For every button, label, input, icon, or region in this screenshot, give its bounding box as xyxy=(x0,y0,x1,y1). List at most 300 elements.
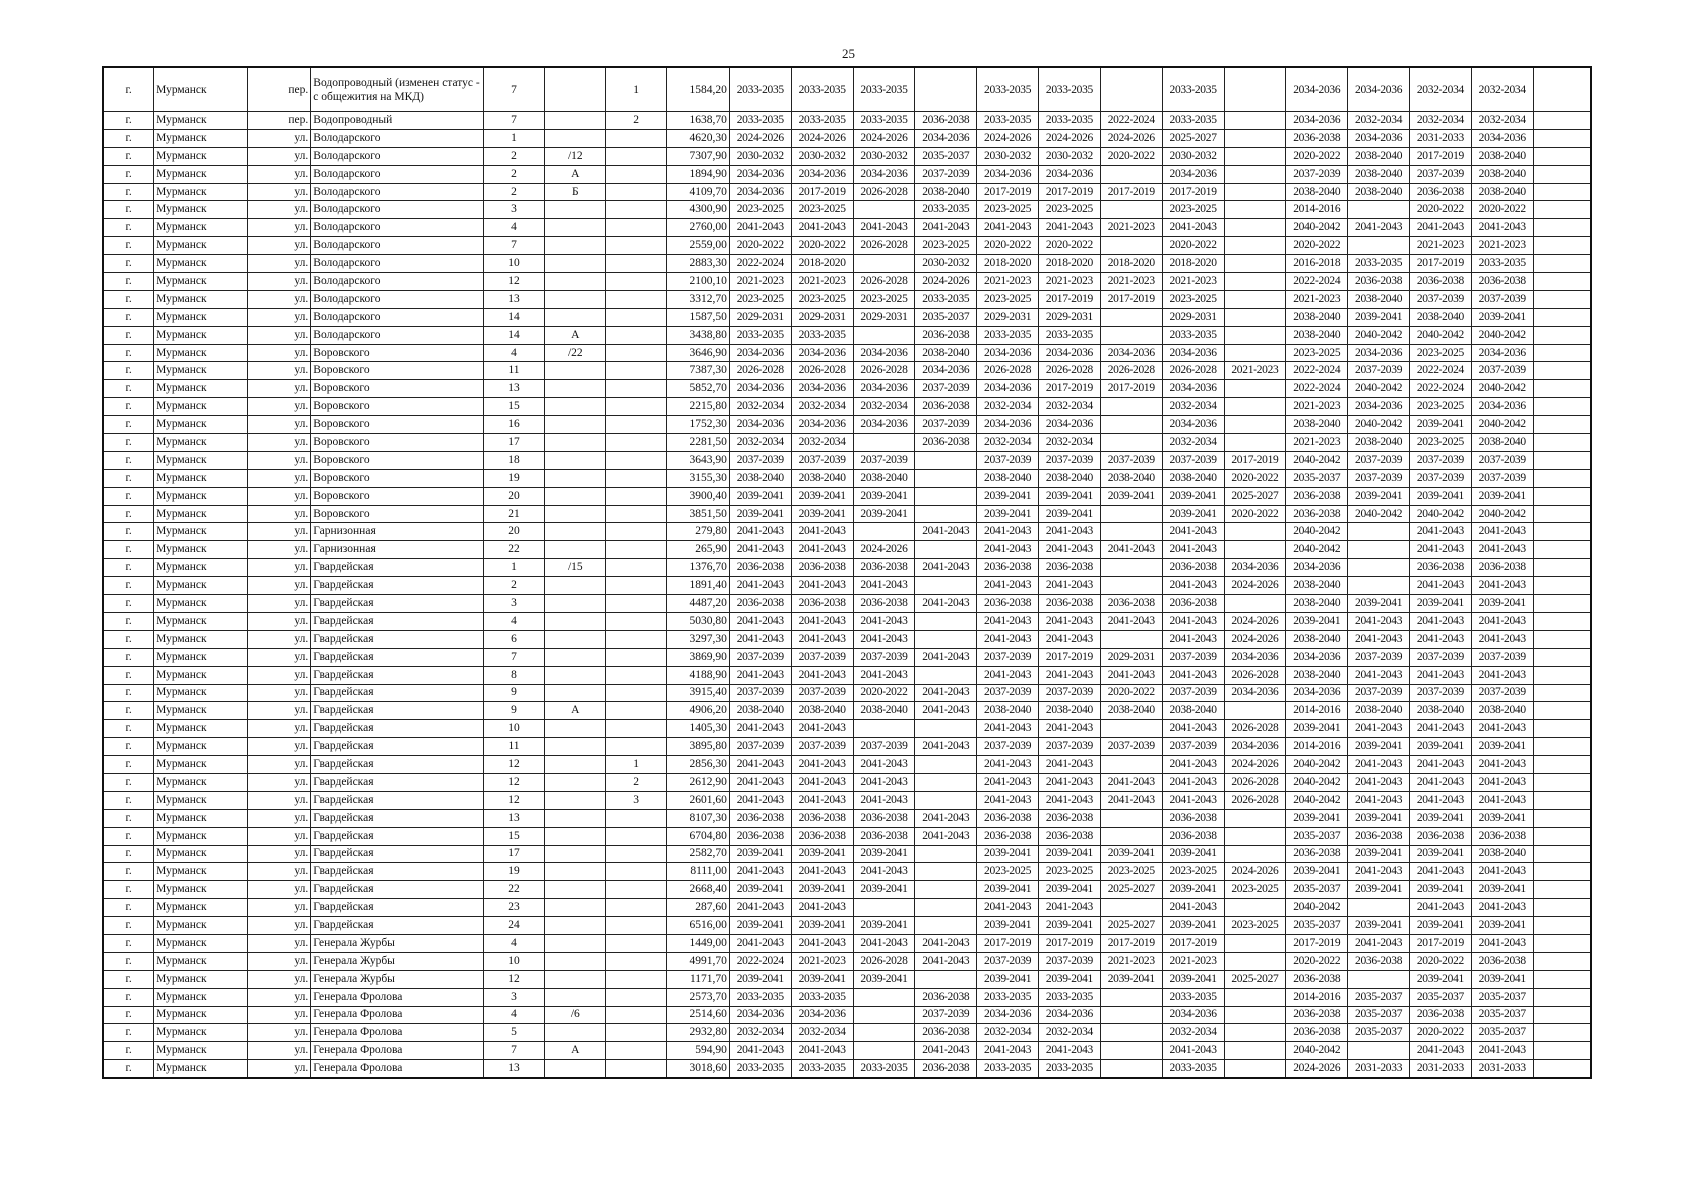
table-cell: 2037-2039 xyxy=(729,738,791,756)
table-cell xyxy=(1224,112,1286,130)
table-cell: 2020-2022 xyxy=(1039,237,1101,255)
table-cell xyxy=(1533,469,1591,487)
table-cell xyxy=(1100,559,1162,577)
table-cell: 2036-2038 xyxy=(977,827,1039,845)
table-cell: 3018,60 xyxy=(667,1060,730,1078)
table-cell: 2041-2043 xyxy=(853,773,915,791)
table-row xyxy=(103,290,1591,308)
table-cell: 3 xyxy=(483,595,545,613)
table-cell xyxy=(1533,201,1591,219)
table-cell: 2017-2019 xyxy=(977,934,1039,952)
table-cell xyxy=(1533,791,1591,809)
table-cell: г. xyxy=(103,487,154,505)
table-cell: 2026-2028 xyxy=(1224,666,1286,684)
table-cell: 2041-2043 xyxy=(791,523,853,541)
table-cell: 2041-2043 xyxy=(791,756,853,774)
table-cell: 2041-2043 xyxy=(1039,666,1101,684)
table-cell: ул. xyxy=(248,434,311,452)
table-cell: 2041-2043 xyxy=(1471,863,1533,881)
table-cell: 2036-2038 xyxy=(1162,827,1224,845)
table-cell xyxy=(1533,809,1591,827)
table-cell: 2018-2020 xyxy=(1039,255,1101,273)
table-cell: 2036-2038 xyxy=(1039,809,1101,827)
table-cell xyxy=(1533,595,1591,613)
table-cell: 4188,90 xyxy=(667,666,730,684)
table-cell xyxy=(915,505,977,523)
table-cell: 2034-2036 xyxy=(729,416,791,434)
table-cell xyxy=(1533,344,1591,362)
table-cell xyxy=(545,648,606,666)
table-cell: ул. xyxy=(248,630,311,648)
table-cell: 2037-2039 xyxy=(853,648,915,666)
table-cell xyxy=(1224,326,1286,344)
table-cell: 2036-2038 xyxy=(915,112,977,130)
table-cell: г. xyxy=(103,595,154,613)
table-cell xyxy=(1224,344,1286,362)
table-cell: 2024-2026 xyxy=(1039,129,1101,147)
table-cell xyxy=(1100,1006,1162,1024)
table-cell: ул. xyxy=(248,1042,311,1060)
table-cell xyxy=(545,720,606,738)
table-cell: 2033-2035 xyxy=(977,67,1039,112)
table-cell: 7 xyxy=(483,112,545,130)
table-row xyxy=(103,630,1591,648)
table-cell: 2040-2042 xyxy=(1471,326,1533,344)
table-cell: 2041-2043 xyxy=(1410,612,1472,630)
table-cell: 9 xyxy=(483,702,545,720)
table-cell: 2030-2032 xyxy=(1039,147,1101,165)
table-cell: 2041-2043 xyxy=(977,219,1039,237)
table-cell: 2041-2043 xyxy=(1410,541,1472,559)
table-cell: 2040-2042 xyxy=(1286,791,1348,809)
table-cell: 2038-2040 xyxy=(977,469,1039,487)
table-cell: 2037-2039 xyxy=(729,451,791,469)
table-cell: г. xyxy=(103,416,154,434)
table-cell: 3 xyxy=(483,988,545,1006)
table-cell: 2018-2020 xyxy=(977,255,1039,273)
table-cell: пер. xyxy=(248,112,311,130)
table-cell: 2039-2041 xyxy=(1410,809,1472,827)
table-cell xyxy=(545,970,606,988)
table-cell: Мурманск xyxy=(154,595,248,613)
table-cell xyxy=(545,827,606,845)
table-cell: 2035-2037 xyxy=(915,308,977,326)
table-cell: 2041-2043 xyxy=(1471,1042,1533,1060)
table-cell: 2032-2034 xyxy=(1162,1024,1224,1042)
table-cell: г. xyxy=(103,290,154,308)
table-cell: 2039-2041 xyxy=(1162,845,1224,863)
table-cell: 2034-2036 xyxy=(1286,112,1348,130)
table-cell: 2021-2023 xyxy=(1410,237,1472,255)
table-cell: 2021-2023 xyxy=(1162,273,1224,291)
table-cell: г. xyxy=(103,1042,154,1060)
table-cell: 2029-2031 xyxy=(853,308,915,326)
table-cell: 3643,90 xyxy=(667,451,730,469)
table-cell: 19 xyxy=(483,469,545,487)
table-cell: 7 xyxy=(483,67,545,112)
table-cell: 2039-2041 xyxy=(791,970,853,988)
table-cell: Мурманск xyxy=(154,129,248,147)
table-cell: 2021-2023 xyxy=(1039,273,1101,291)
table-cell: г. xyxy=(103,791,154,809)
table-cell: Гвардейская xyxy=(311,666,483,684)
table-cell: 2041-2043 xyxy=(729,612,791,630)
table-cell: 2026-2028 xyxy=(791,362,853,380)
table-cell: 2039-2041 xyxy=(1286,612,1348,630)
table-row xyxy=(103,738,1591,756)
table-cell xyxy=(606,1006,667,1024)
table-cell: 2034-2036 xyxy=(977,165,1039,183)
table-cell: 2040-2042 xyxy=(1286,523,1348,541)
table-cell: 2041-2043 xyxy=(977,756,1039,774)
table-cell xyxy=(915,899,977,917)
table-cell: 2022-2024 xyxy=(1286,273,1348,291)
table-cell: г. xyxy=(103,505,154,523)
table-cell: 2040-2042 xyxy=(1348,505,1410,523)
table-cell: 2039-2041 xyxy=(1348,845,1410,863)
table-cell: 17 xyxy=(483,434,545,452)
table-cell: 2041-2043 xyxy=(1410,523,1472,541)
table-cell: 7 xyxy=(483,648,545,666)
table-cell: 2037-2039 xyxy=(1410,290,1472,308)
table-cell: 2023-2025 xyxy=(915,237,977,255)
table-cell: 12 xyxy=(483,756,545,774)
table-cell: 2026-2028 xyxy=(977,362,1039,380)
table-cell xyxy=(1348,899,1410,917)
table-cell: 2041-2043 xyxy=(1162,523,1224,541)
table-cell: г. xyxy=(103,827,154,845)
table-cell: 279,80 xyxy=(667,523,730,541)
table-cell: 2041-2043 xyxy=(729,630,791,648)
table-cell: 2022-2024 xyxy=(729,952,791,970)
table-cell xyxy=(545,398,606,416)
table-cell: 2036-2038 xyxy=(1286,1006,1348,1024)
table-cell: Володарского xyxy=(311,183,483,201)
table-cell: 2760,00 xyxy=(667,219,730,237)
table-row xyxy=(103,934,1591,952)
table-cell: 2026-2028 xyxy=(1224,720,1286,738)
table-cell: 20 xyxy=(483,523,545,541)
table-cell: 2036-2038 xyxy=(915,326,977,344)
table-cell: 21 xyxy=(483,505,545,523)
table-cell: 2021-2023 xyxy=(1100,952,1162,970)
table-cell: 6 xyxy=(483,630,545,648)
page-number: 25 xyxy=(842,46,855,61)
table-cell: Мурманск xyxy=(154,273,248,291)
table-cell: 2038-2040 xyxy=(1039,702,1101,720)
table-cell: Мурманск xyxy=(154,237,248,255)
table-cell: 2026-2028 xyxy=(853,237,915,255)
table-cell: 2034-2036 xyxy=(1224,684,1286,702)
table-cell: г. xyxy=(103,255,154,273)
table-cell: Мурманск xyxy=(154,183,248,201)
table-cell: 2034-2036 xyxy=(1348,398,1410,416)
table-cell xyxy=(606,1024,667,1042)
table-cell: 2 xyxy=(606,773,667,791)
table-cell: 2036-2038 xyxy=(1410,1006,1472,1024)
table-cell: г. xyxy=(103,201,154,219)
table-cell: Мурманск xyxy=(154,290,248,308)
table-cell: 2033-2035 xyxy=(791,1060,853,1078)
table-cell: Мурманск xyxy=(154,1042,248,1060)
table-cell: 2041-2043 xyxy=(729,523,791,541)
table-cell: 2041-2043 xyxy=(1039,630,1101,648)
table-cell: 2034-2036 xyxy=(1471,398,1533,416)
table-cell xyxy=(1100,67,1162,112)
table-cell: 2036-2038 xyxy=(1162,809,1224,827)
table-cell: Мурманск xyxy=(154,469,248,487)
table-row xyxy=(103,612,1591,630)
table-cell: 2032-2034 xyxy=(1039,398,1101,416)
table-cell xyxy=(853,899,915,917)
table-cell: ул. xyxy=(248,487,311,505)
table-cell: Мурманск xyxy=(154,1060,248,1078)
table-cell: 7387,30 xyxy=(667,362,730,380)
table-cell: 2031-2033 xyxy=(1410,129,1472,147)
table-cell: 3438,80 xyxy=(667,326,730,344)
table-cell xyxy=(545,469,606,487)
table-cell xyxy=(1533,988,1591,1006)
table-cell: 2034-2036 xyxy=(729,165,791,183)
table-cell: 2024-2026 xyxy=(1224,756,1286,774)
table-cell: ул. xyxy=(248,773,311,791)
table-cell: 2033-2035 xyxy=(853,112,915,130)
table-cell: 2016-2018 xyxy=(1286,255,1348,273)
table-cell: 2038-2040 xyxy=(1100,469,1162,487)
table-cell: 2039-2041 xyxy=(1471,487,1533,505)
table-cell: 2037-2039 xyxy=(1348,684,1410,702)
table-cell: 2041-2043 xyxy=(1039,541,1101,559)
table-cell: Володарского xyxy=(311,273,483,291)
table-cell xyxy=(1533,273,1591,291)
table-cell: 5 xyxy=(483,1024,545,1042)
table-cell: ул. xyxy=(248,988,311,1006)
table-cell: 22 xyxy=(483,541,545,559)
table-cell: 2014-2016 xyxy=(1286,738,1348,756)
table-cell xyxy=(545,809,606,827)
table-cell: 2036-2038 xyxy=(791,559,853,577)
table-cell: 2037-2039 xyxy=(1471,451,1533,469)
table-cell xyxy=(545,255,606,273)
table-cell: 2037-2039 xyxy=(1039,684,1101,702)
table-cell: 2041-2043 xyxy=(915,952,977,970)
table-cell: Володарского xyxy=(311,129,483,147)
table-cell: 2041-2043 xyxy=(1039,219,1101,237)
table-cell: 2023-2025 xyxy=(1039,201,1101,219)
table-cell: г. xyxy=(103,1024,154,1042)
table-cell: /6 xyxy=(545,1006,606,1024)
table-cell: 2039-2041 xyxy=(853,845,915,863)
table-cell: 2026-2028 xyxy=(1162,362,1224,380)
table-cell: 2041-2043 xyxy=(977,523,1039,541)
table-cell: 2856,30 xyxy=(667,756,730,774)
table-cell: 2023-2025 xyxy=(1162,201,1224,219)
table-cell: г. xyxy=(103,398,154,416)
table-cell: 2041-2043 xyxy=(853,756,915,774)
table-cell xyxy=(545,791,606,809)
table-cell: 2032-2034 xyxy=(1162,398,1224,416)
table-cell xyxy=(606,165,667,183)
table-cell: 2039-2041 xyxy=(1039,970,1101,988)
table-cell: 2020-2022 xyxy=(1471,201,1533,219)
table-cell xyxy=(606,505,667,523)
table-cell: 2039-2041 xyxy=(1039,881,1101,899)
table-cell: Гвардейская xyxy=(311,809,483,827)
table-cell: 2036-2038 xyxy=(915,398,977,416)
table-cell: ул. xyxy=(248,344,311,362)
table-cell: 2036-2038 xyxy=(977,595,1039,613)
table-cell xyxy=(545,201,606,219)
table-cell: 2041-2043 xyxy=(1039,612,1101,630)
table-cell: 2041-2043 xyxy=(1162,1042,1224,1060)
table-cell: 2021-2023 xyxy=(1162,952,1224,970)
table-cell: 2033-2035 xyxy=(977,988,1039,1006)
table-cell xyxy=(1224,899,1286,917)
table-cell: Володарского xyxy=(311,308,483,326)
table-cell: ул. xyxy=(248,1060,311,1078)
table-cell: 2025-2027 xyxy=(1224,487,1286,505)
table-cell xyxy=(1533,917,1591,935)
table-cell xyxy=(545,738,606,756)
table-cell: 2021-2023 xyxy=(1286,398,1348,416)
table-cell: 2032-2034 xyxy=(1410,112,1472,130)
table-cell: 2024-2026 xyxy=(853,541,915,559)
table-cell: Мурманск xyxy=(154,398,248,416)
table-cell: г. xyxy=(103,1006,154,1024)
table-cell: Мурманск xyxy=(154,434,248,452)
table-cell: ул. xyxy=(248,273,311,291)
table-cell: /22 xyxy=(545,344,606,362)
registry-body xyxy=(103,67,1591,1078)
table-cell: 2040-2042 xyxy=(1286,773,1348,791)
table-cell: 2023-2025 xyxy=(853,290,915,308)
table-cell xyxy=(1533,612,1591,630)
table-cell: 2041-2043 xyxy=(977,630,1039,648)
table-cell: Мурманск xyxy=(154,541,248,559)
table-cell: 2041-2043 xyxy=(977,1042,1039,1060)
table-cell: 2037-2039 xyxy=(1162,684,1224,702)
table-cell: 2036-2038 xyxy=(1410,273,1472,291)
table-cell: г. xyxy=(103,67,154,112)
table-cell: 2039-2041 xyxy=(1286,809,1348,827)
table-cell: 2041-2043 xyxy=(1410,720,1472,738)
table-cell: 2037-2039 xyxy=(977,648,1039,666)
table-cell xyxy=(606,934,667,952)
table-cell xyxy=(1533,773,1591,791)
table-cell: 2030-2032 xyxy=(915,255,977,273)
table-cell xyxy=(606,219,667,237)
table-cell: ул. xyxy=(248,666,311,684)
table-cell: 2038-2040 xyxy=(1348,183,1410,201)
table-cell: 2037-2039 xyxy=(791,738,853,756)
table-cell: 2035-2037 xyxy=(1286,469,1348,487)
table-cell: 2039-2041 xyxy=(853,970,915,988)
table-cell xyxy=(915,845,977,863)
table-cell: г. xyxy=(103,577,154,595)
table-cell: 19 xyxy=(483,863,545,881)
table-cell: 2034-2036 xyxy=(853,344,915,362)
table-cell: 2038-2040 xyxy=(1348,702,1410,720)
table-cell xyxy=(1100,1024,1162,1042)
table-cell: 2037-2039 xyxy=(915,165,977,183)
table-cell: 2031-2033 xyxy=(1348,1060,1410,1078)
table-cell: Мурманск xyxy=(154,380,248,398)
table-cell: 11 xyxy=(483,738,545,756)
table-cell xyxy=(545,845,606,863)
table-cell: 2036-2038 xyxy=(1471,559,1533,577)
table-cell: 2034-2036 xyxy=(1286,684,1348,702)
table-cell: 2041-2043 xyxy=(915,934,977,952)
table-cell: 287,60 xyxy=(667,899,730,917)
table-cell: Гвардейская xyxy=(311,881,483,899)
table-cell: 2017-2019 xyxy=(1410,255,1472,273)
table-cell: 2041-2043 xyxy=(729,899,791,917)
table-cell: 2034-2036 xyxy=(1286,559,1348,577)
table-cell: 2038-2040 xyxy=(853,469,915,487)
table-cell: 2041-2043 xyxy=(853,577,915,595)
table-cell xyxy=(1224,129,1286,147)
table-cell: Гвардейская xyxy=(311,577,483,595)
table-cell: 2036-2038 xyxy=(915,1060,977,1078)
table-row xyxy=(103,845,1591,863)
table-cell xyxy=(545,129,606,147)
table-cell: ул. xyxy=(248,595,311,613)
table-cell: 2014-2016 xyxy=(1286,988,1348,1006)
table-cell: 3 xyxy=(606,791,667,809)
table-cell: 2029-2031 xyxy=(1162,308,1224,326)
table-cell: 2024-2026 xyxy=(915,273,977,291)
table-cell: 2039-2041 xyxy=(1410,487,1472,505)
table-cell: Мурманск xyxy=(154,505,248,523)
table-cell: 2017-2019 xyxy=(1162,934,1224,952)
table-cell xyxy=(545,934,606,952)
table-cell: 2036-2038 xyxy=(915,1024,977,1042)
table-cell xyxy=(1533,863,1591,881)
table-cell: ул. xyxy=(248,290,311,308)
table-cell: 2018-2020 xyxy=(1162,255,1224,273)
table-cell: 2041-2043 xyxy=(1162,773,1224,791)
table-cell xyxy=(1224,201,1286,219)
table-cell xyxy=(606,684,667,702)
table-cell: 2037-2039 xyxy=(1410,451,1472,469)
table-cell: 2033-2035 xyxy=(729,1060,791,1078)
table-cell: 2026-2028 xyxy=(1224,773,1286,791)
table-cell xyxy=(606,398,667,416)
table-cell xyxy=(1533,541,1591,559)
table-cell xyxy=(545,290,606,308)
table-cell: 2038-2040 xyxy=(1471,434,1533,452)
table-row xyxy=(103,201,1591,219)
table-cell: Гвардейская xyxy=(311,738,483,756)
table-cell: 2041-2043 xyxy=(791,934,853,952)
table-cell: ул. xyxy=(248,827,311,845)
table-cell: 2039-2041 xyxy=(1410,738,1472,756)
table-cell: 2039-2041 xyxy=(1348,487,1410,505)
table-cell xyxy=(1533,899,1591,917)
table-cell: 2041-2043 xyxy=(791,773,853,791)
table-cell: 16 xyxy=(483,416,545,434)
table-cell: 1376,70 xyxy=(667,559,730,577)
table-cell: Мурманск xyxy=(154,344,248,362)
table-cell: 2039-2041 xyxy=(1471,738,1533,756)
table-cell: 2038-2040 xyxy=(1039,469,1101,487)
table-cell: 2034-2036 xyxy=(791,344,853,362)
table-cell: 2040-2042 xyxy=(1348,326,1410,344)
table-cell: г. xyxy=(103,630,154,648)
table-cell xyxy=(606,738,667,756)
table-cell xyxy=(1348,237,1410,255)
table-cell: 22 xyxy=(483,881,545,899)
